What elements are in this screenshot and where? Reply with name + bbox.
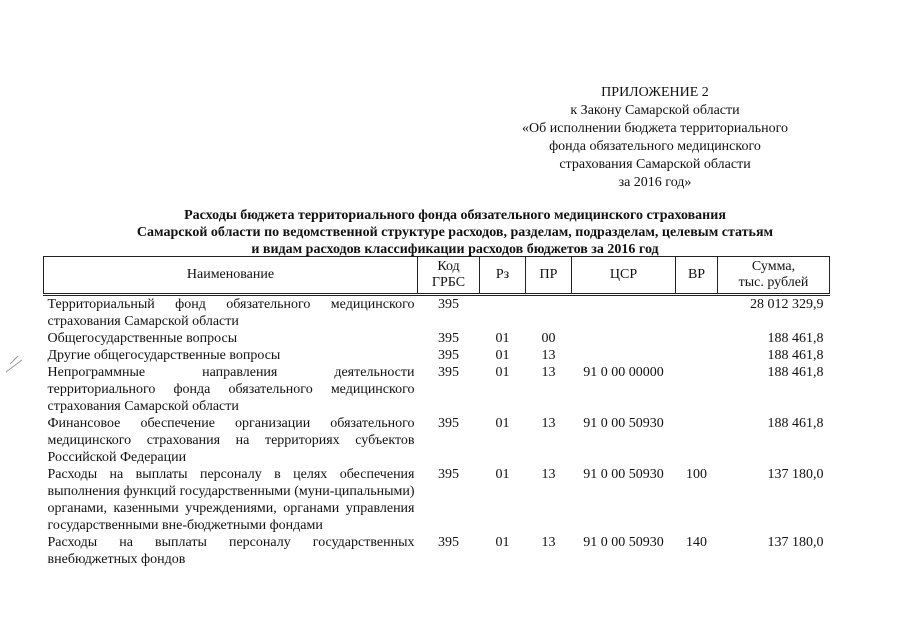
annex-number: ПРИЛОЖЕНИЕ 2 [601,85,709,100]
table-row [44,534,830,568]
row-csr [572,295,676,331]
header-sum-line2: тыс. рублей [738,275,809,290]
row-vr [676,330,718,347]
table-row [44,364,830,415]
header-sum [718,257,830,295]
row-pr: 13 [541,348,556,363]
row-rz [480,295,526,331]
annex-law-title-3: страхования Самарской области [559,157,751,172]
row-grbs: 395 [438,416,459,431]
row-csr [572,330,676,347]
row-csr: 91 0 00 50930 [583,535,664,550]
row-sum: 188 461,8 [767,348,824,363]
table-row [44,347,830,364]
row-sum: 28 012 329,9 [750,297,824,312]
title-line-2: Самарской области по ведомственной структуре расходов, разделам, подразделам, целевым статьям [136,225,774,240]
header-rz: Рз [480,257,526,295]
row-sum: 137 180,0 [767,467,824,482]
header-name: Наименование [44,257,418,295]
row-rz: 01 [495,365,510,380]
row-name: Непрограммные направления деятельности территориального фонда обязательного медицинского страхования Самарской области [47,365,415,414]
annex-law-ref: к Закону Самарской области [570,103,740,118]
table-row [44,466,830,534]
row-name: Территориальный фонд обязательного медицинского страхования Самарской области [47,297,415,329]
row-name: Финансовое обеспечение организации обязательного медицинского страхования на территориях субъектов Российской Федерации [47,416,415,465]
row-rz: 01 [495,348,510,363]
annex-law-title-1: «Об исполнении бюджета территориального [522,121,788,136]
row-vr [676,295,718,331]
header-grbs-line2: ГРБС [431,275,466,290]
document-title [40,207,870,258]
row-grbs: 395 [438,535,459,550]
row-csr: 91 0 00 50930 [583,416,664,431]
row-grbs: 395 [438,331,459,346]
row-pr: 13 [541,365,556,380]
row-vr: 140 [686,535,707,550]
header-csr: ЦСР [572,257,676,295]
row-grbs: 395 [438,297,459,312]
row-rz: 01 [495,535,510,550]
row-pr: 13 [541,416,556,431]
row-name: Общегосударственные вопросы [47,331,238,346]
title-line-3: и видам расходов классификации расходов бюджетов за 2016 год [251,242,659,257]
table-row [44,330,830,347]
row-pr: 00 [541,331,556,346]
header-pr: ПР [526,257,572,295]
annex-header [505,84,805,192]
table-header [44,257,830,295]
row-rz: 01 [495,467,510,482]
header-sum-line1: Сумма, [751,259,796,274]
row-rz: 01 [495,416,510,431]
title-line-1: Расходы бюджета территориального фонда обязательного медицинского страхования [184,208,726,223]
row-name: Другие общегосударственные вопросы [47,348,281,363]
row-csr: 91 0 00 00000 [583,365,664,380]
scan-mark [0,346,40,376]
expenses-table [43,256,830,568]
row-sum: 188 461,8 [767,331,824,346]
annex-law-title-2: фонда обязательного медицинского [549,139,761,154]
row-grbs: 395 [438,348,459,363]
row-name: Расходы на выплаты персоналу государственных внебюджетных фондов [47,535,415,567]
row-name: Расходы на выплаты персоналу в целях обеспечения выполнения функций государственными (муни-ципальными) органами, казенными учреждениями, органами управления государственными вне-бюджетными фондами [47,467,415,533]
row-rz: 01 [495,331,510,346]
header-grbs [418,257,480,295]
row-vr [676,415,718,466]
row-pr [526,295,572,331]
header-vr: ВР [676,257,718,295]
row-vr: 100 [686,467,707,482]
row-pr: 13 [541,535,556,550]
row-pr: 13 [541,467,556,482]
row-grbs: 395 [438,365,459,380]
table-row [44,415,830,466]
header-grbs-line1: Код [437,259,460,274]
row-sum: 188 461,8 [767,416,824,431]
row-vr [676,364,718,415]
row-sum: 188 461,8 [767,365,824,380]
row-csr: 91 0 00 50930 [583,467,664,482]
row-sum: 137 180,0 [767,535,824,550]
row-vr [676,347,718,364]
row-csr [572,347,676,364]
table-row [44,295,830,331]
row-grbs: 395 [438,467,459,482]
annex-law-year: за 2016 год» [618,175,692,190]
table-body [44,295,830,569]
